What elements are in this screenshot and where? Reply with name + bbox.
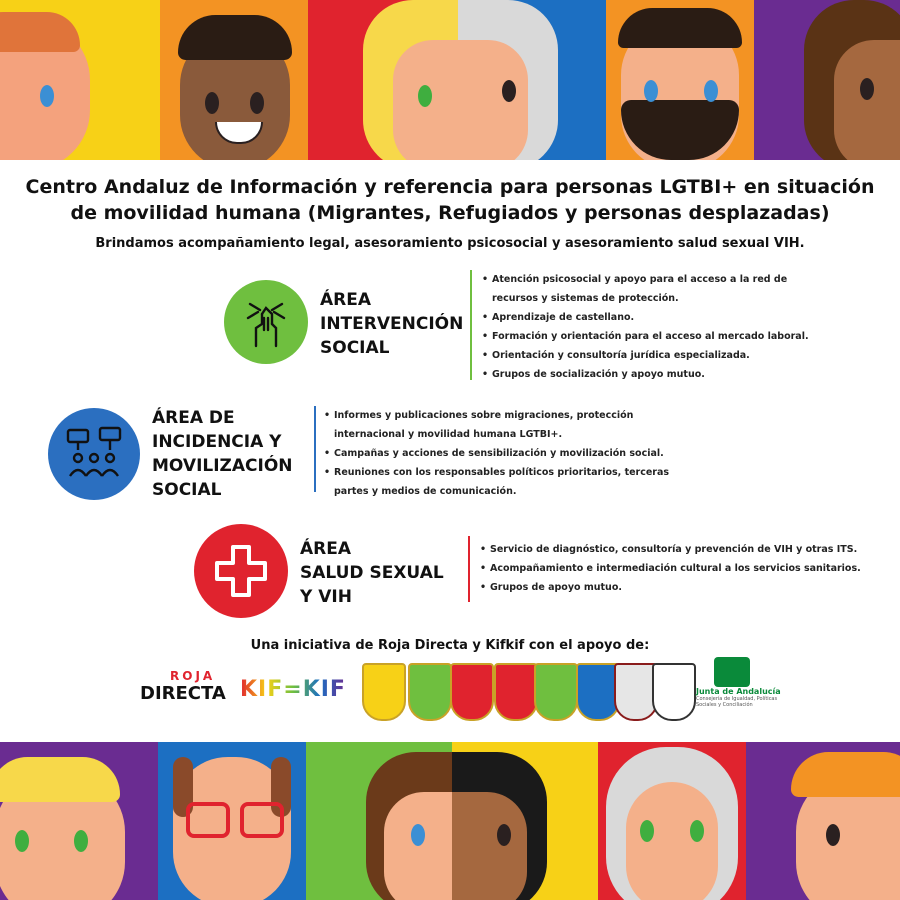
sponsor-logos [0, 655, 900, 725]
area-social-title [320, 288, 463, 360]
area-salud-title-line: Y VIH [300, 587, 352, 607]
area-social-title-line: INTERVENCIÓN [320, 314, 464, 334]
list-item: • Aprendizaje de castellano. [482, 308, 832, 327]
area-salud-divider [468, 536, 470, 602]
area-salud-title [300, 537, 444, 609]
area-salud-circle [194, 524, 288, 618]
area-social-list [482, 270, 832, 384]
list-item: • Formación y orientación para el acceso al mercado laboral. [482, 327, 832, 346]
area-incidencia-title [152, 406, 293, 502]
face-tile-orange-2 [606, 0, 754, 160]
area-salud-title-line: SALUD SEXUAL [300, 563, 444, 583]
roja-directa-logo [140, 669, 226, 704]
coat-of-arms-1 [362, 663, 406, 721]
area-incidencia-circle [48, 408, 140, 500]
face-tile-purple [754, 0, 900, 160]
face-tile-blue [458, 0, 606, 160]
area-incidencia-title-line: SOCIAL [152, 480, 222, 500]
face-tile-red [308, 0, 458, 160]
page-title: Centro Andaluz de Información y referencia para personas LGTBI+ en situación de movilidad humana (Migrantes, Refugiados y personas desplazadas) [25, 176, 875, 224]
hands-together-icon [238, 294, 294, 350]
page-subtitle: Brindamos acompañamiento legal, asesoramiento psicosocial y asesoramiento salud sexual VIH. [95, 236, 805, 251]
kifkif-logo: KIF=KIF [240, 677, 346, 702]
junta-sub: Consejería de Igualdad, Políticas Sociales y Conciliación [696, 696, 778, 708]
area-social-divider [470, 270, 472, 380]
area-salud-list [480, 540, 880, 597]
area-incidencia-title-line: MOVILIZACIÓN [152, 456, 293, 476]
area-incidencia-divider [314, 406, 316, 492]
list-item: • Campañas y acciones de sensibilización y movilización social. [324, 444, 704, 463]
coat-of-arms-8 [652, 663, 696, 721]
face-tile-orange [160, 0, 308, 160]
face-tile-purple-bottom [0, 742, 158, 900]
list-item: • Grupos de socialización y apoyo mutuo. [482, 365, 832, 384]
face-tile-yellow [0, 0, 160, 160]
area-incidencia-list [324, 406, 704, 501]
area-social-title-line: SOCIAL [320, 338, 390, 358]
list-item: • Informes y publicaciones sobre migraciones, protección internacional y movilidad humana LGTBI+. [324, 406, 704, 444]
list-item: • Acompañamiento e intermediación cultural a los servicios sanitarios. [480, 559, 880, 578]
initiative-text: Una iniciativa de Roja Directa y Kifkif con el apoyo de: [250, 638, 650, 653]
area-salud-title-line: ÁREA [300, 539, 352, 559]
junta-andalucia-logo [696, 657, 786, 708]
coat-of-arms-2 [408, 663, 452, 721]
face-tile-blue-bottom [158, 742, 306, 900]
area-social-title-line: ÁREA [320, 290, 372, 310]
area-incidencia-title-line: ÁREA DE [152, 408, 235, 428]
medical-cross-icon [211, 541, 271, 601]
junta-name: Junta de Andalucía [696, 687, 781, 696]
list-item: • Grupos de apoyo mutuo. [480, 578, 880, 597]
top-faces-banner [0, 0, 900, 160]
area-incidencia-title-line: INCIDENCIA Y [152, 432, 282, 452]
coat-of-arms-4 [494, 663, 538, 721]
face-tile-red-bottom [598, 742, 746, 900]
area-social-circle [224, 280, 308, 364]
coat-of-arms-5 [534, 663, 578, 721]
list-item: • Orientación y consultoría jurídica especializada. [482, 346, 832, 365]
list-item: • Atención psicosocial y apoyo para el acceso a la red de recursos y sistemas de protección. [482, 270, 832, 308]
junta-emblem-icon [714, 657, 750, 687]
list-item: • Reuniones con los responsables políticos prioritarios, terceras partes y medios de comunicación. [324, 463, 704, 501]
coat-of-arms-3 [450, 663, 494, 721]
face-tile-green-bottom [306, 742, 452, 900]
face-tile-yellow-bottom [452, 742, 598, 900]
roja-logo-bottom: DIRECTA [140, 683, 226, 704]
face-tile-purple-bottom-2 [746, 742, 900, 900]
list-item: • Servicio de diagnóstico, consultoría y prevención de VIH y otras ITS. [480, 540, 880, 559]
bottom-faces-banner [0, 742, 900, 900]
roja-logo-top: ROJA [170, 669, 216, 683]
people-speech-icon [64, 426, 124, 482]
